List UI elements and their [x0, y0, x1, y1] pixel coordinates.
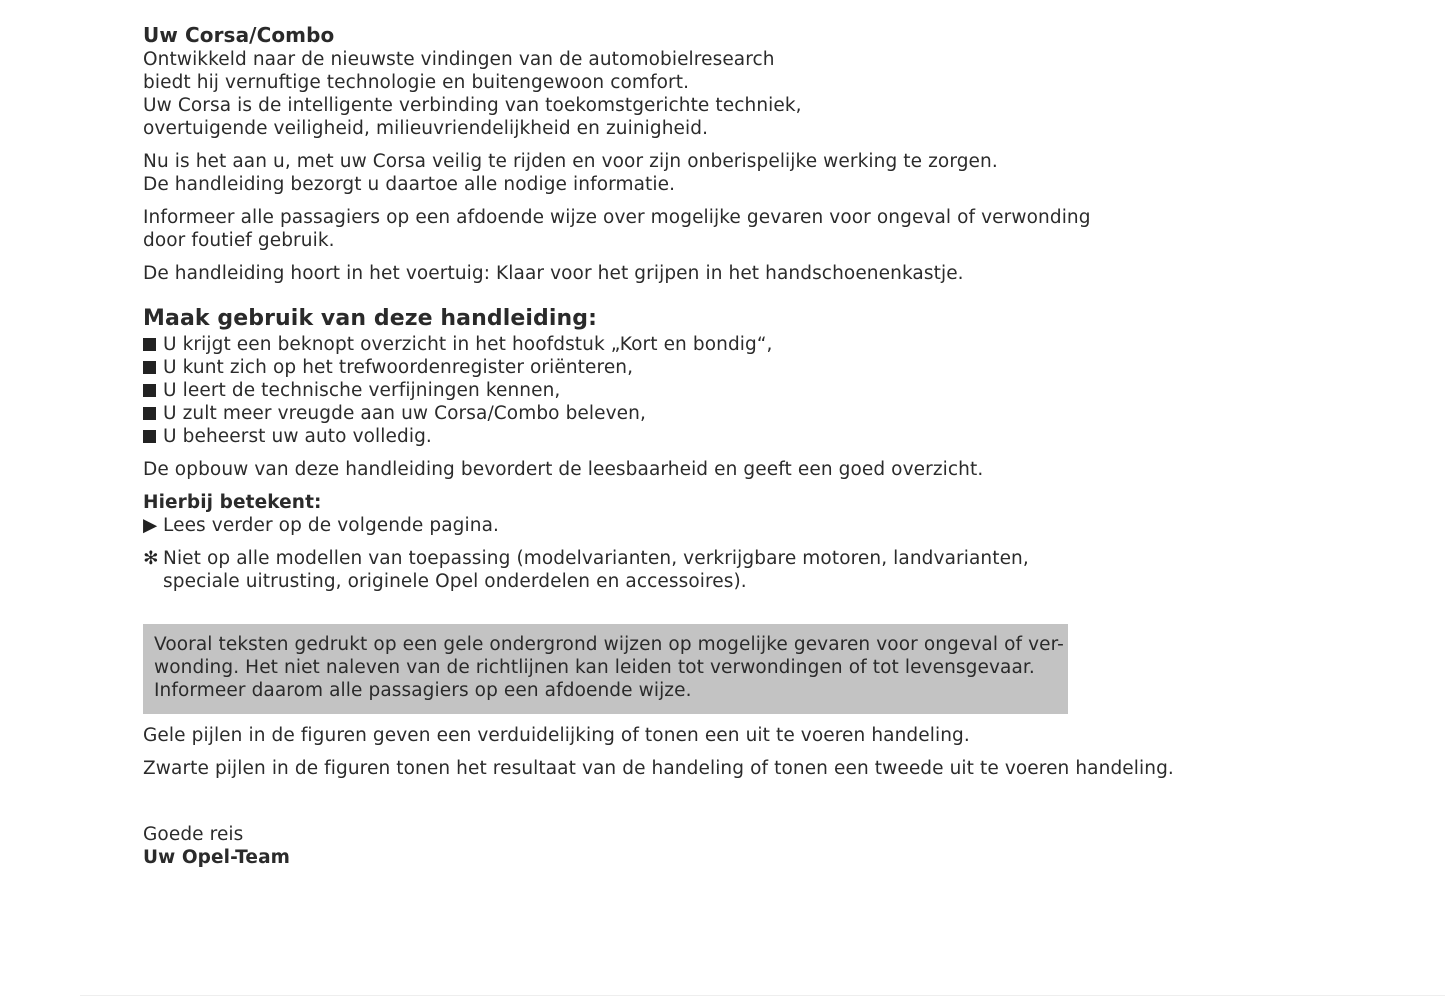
list-item: U krijgt een beknopt overzicht in het hoofdstuk „Kort en bondig“, [143, 333, 1243, 356]
greeting: Goede reis [143, 824, 244, 845]
intro-title: Uw Corsa/Combo [143, 23, 335, 47]
intro-paragraph-1 [143, 48, 1243, 140]
page-bottom-edge [80, 995, 1445, 996]
text-line: door foutief gebruik. [143, 230, 335, 251]
triangle-arrow-icon: ▶ [143, 515, 158, 536]
text-line: Ontwikkeld naar de nieuwste vindingen van de automobielresearch [143, 49, 775, 70]
warning-box [143, 624, 1068, 714]
text-line: biedt hij vernuftige technologie en buitengewoon comfort. [143, 72, 690, 93]
manual-page [143, 22, 1243, 869]
text-line: Nu is het aan u, met uw Corsa veilig te rijden en voor zijn onberispelijke werking te zorgen. [143, 151, 998, 172]
black-arrows-note: Zwarte pijlen in de figuren tonen het resultaat van de handeling of tonen een tweede uit te voeren handeling. [143, 758, 1174, 779]
intro-paragraph-4 [143, 262, 1243, 285]
list-item: U leert de technische verfijningen kennen, [143, 379, 1243, 402]
warning-line: wonding. Het niet naleven van de richtlijnen kan leiden tot verwondingen of tot levensgevaar. [154, 657, 1035, 678]
team-signature: Uw Opel-Team [143, 847, 291, 868]
list-item: U kunt zich op het trefwoordenregister oriënteren, [143, 356, 1243, 379]
legend-arrow-row [143, 514, 1243, 537]
yellow-arrows-note: Gele pijlen in de figuren geven een verduidelijking of tonen een uit te voeren handeling. [143, 725, 970, 746]
list-item: U beheerst uw auto volledig. [143, 425, 1243, 448]
asterisk-icon: ✻ [143, 548, 159, 569]
text-line: Informeer alle passagiers op een afdoende wijze over mogelijke gevaren voor ongeval of verwonding [143, 207, 1091, 228]
square-bullet-icon [143, 407, 156, 420]
square-bullet-icon [143, 338, 156, 351]
square-bullet-icon [143, 430, 156, 443]
intro-paragraph-3 [143, 206, 1243, 252]
signoff [143, 823, 1243, 869]
legend-title: Hierbij betekent: [143, 492, 322, 513]
text-line: overtuigende veiligheid, milieuvriendelijkheid en zuinigheid. [143, 118, 709, 139]
structure-note: De opbouw van deze handleiding bevordert de leesbaarheid en geeft een goed overzicht. [143, 459, 984, 480]
square-bullet-icon [143, 361, 156, 374]
legend-star-text: Niet op alle modellen van toepassing (modelvarianten, verkrijgbare motoren, landvarianten, speciale uitrusting, originele Opel onderdelen en accessoires). [163, 548, 1029, 592]
legend-star-row [143, 547, 1243, 593]
warning-line: Informeer daarom alle passagiers op een afdoende wijze. [154, 680, 692, 701]
square-bullet-icon [143, 384, 156, 397]
warning-line: Vooral teksten gedrukt op een gele ondergrond wijzen op mogelijke gevaren voor ongeval of ver- [154, 634, 1064, 655]
text-line: De handleiding hoort in het voertuig: Klaar voor het grijpen in het handschoenenkastje. [143, 263, 964, 284]
usage-title: Maak gebruik van deze handleiding: [143, 306, 598, 331]
list-item: U zult meer vreugde aan uw Corsa/Combo beleven, [143, 402, 1243, 425]
legend-arrow-text: Lees verder op de volgende pagina. [163, 515, 500, 536]
intro-paragraph-2 [143, 150, 1243, 196]
text-line: Uw Corsa is de intelligente verbinding van toekomstgerichte techniek, [143, 95, 802, 116]
usage-bullet-list [143, 333, 1243, 448]
text-line: De handleiding bezorgt u daartoe alle nodige informatie. [143, 174, 676, 195]
